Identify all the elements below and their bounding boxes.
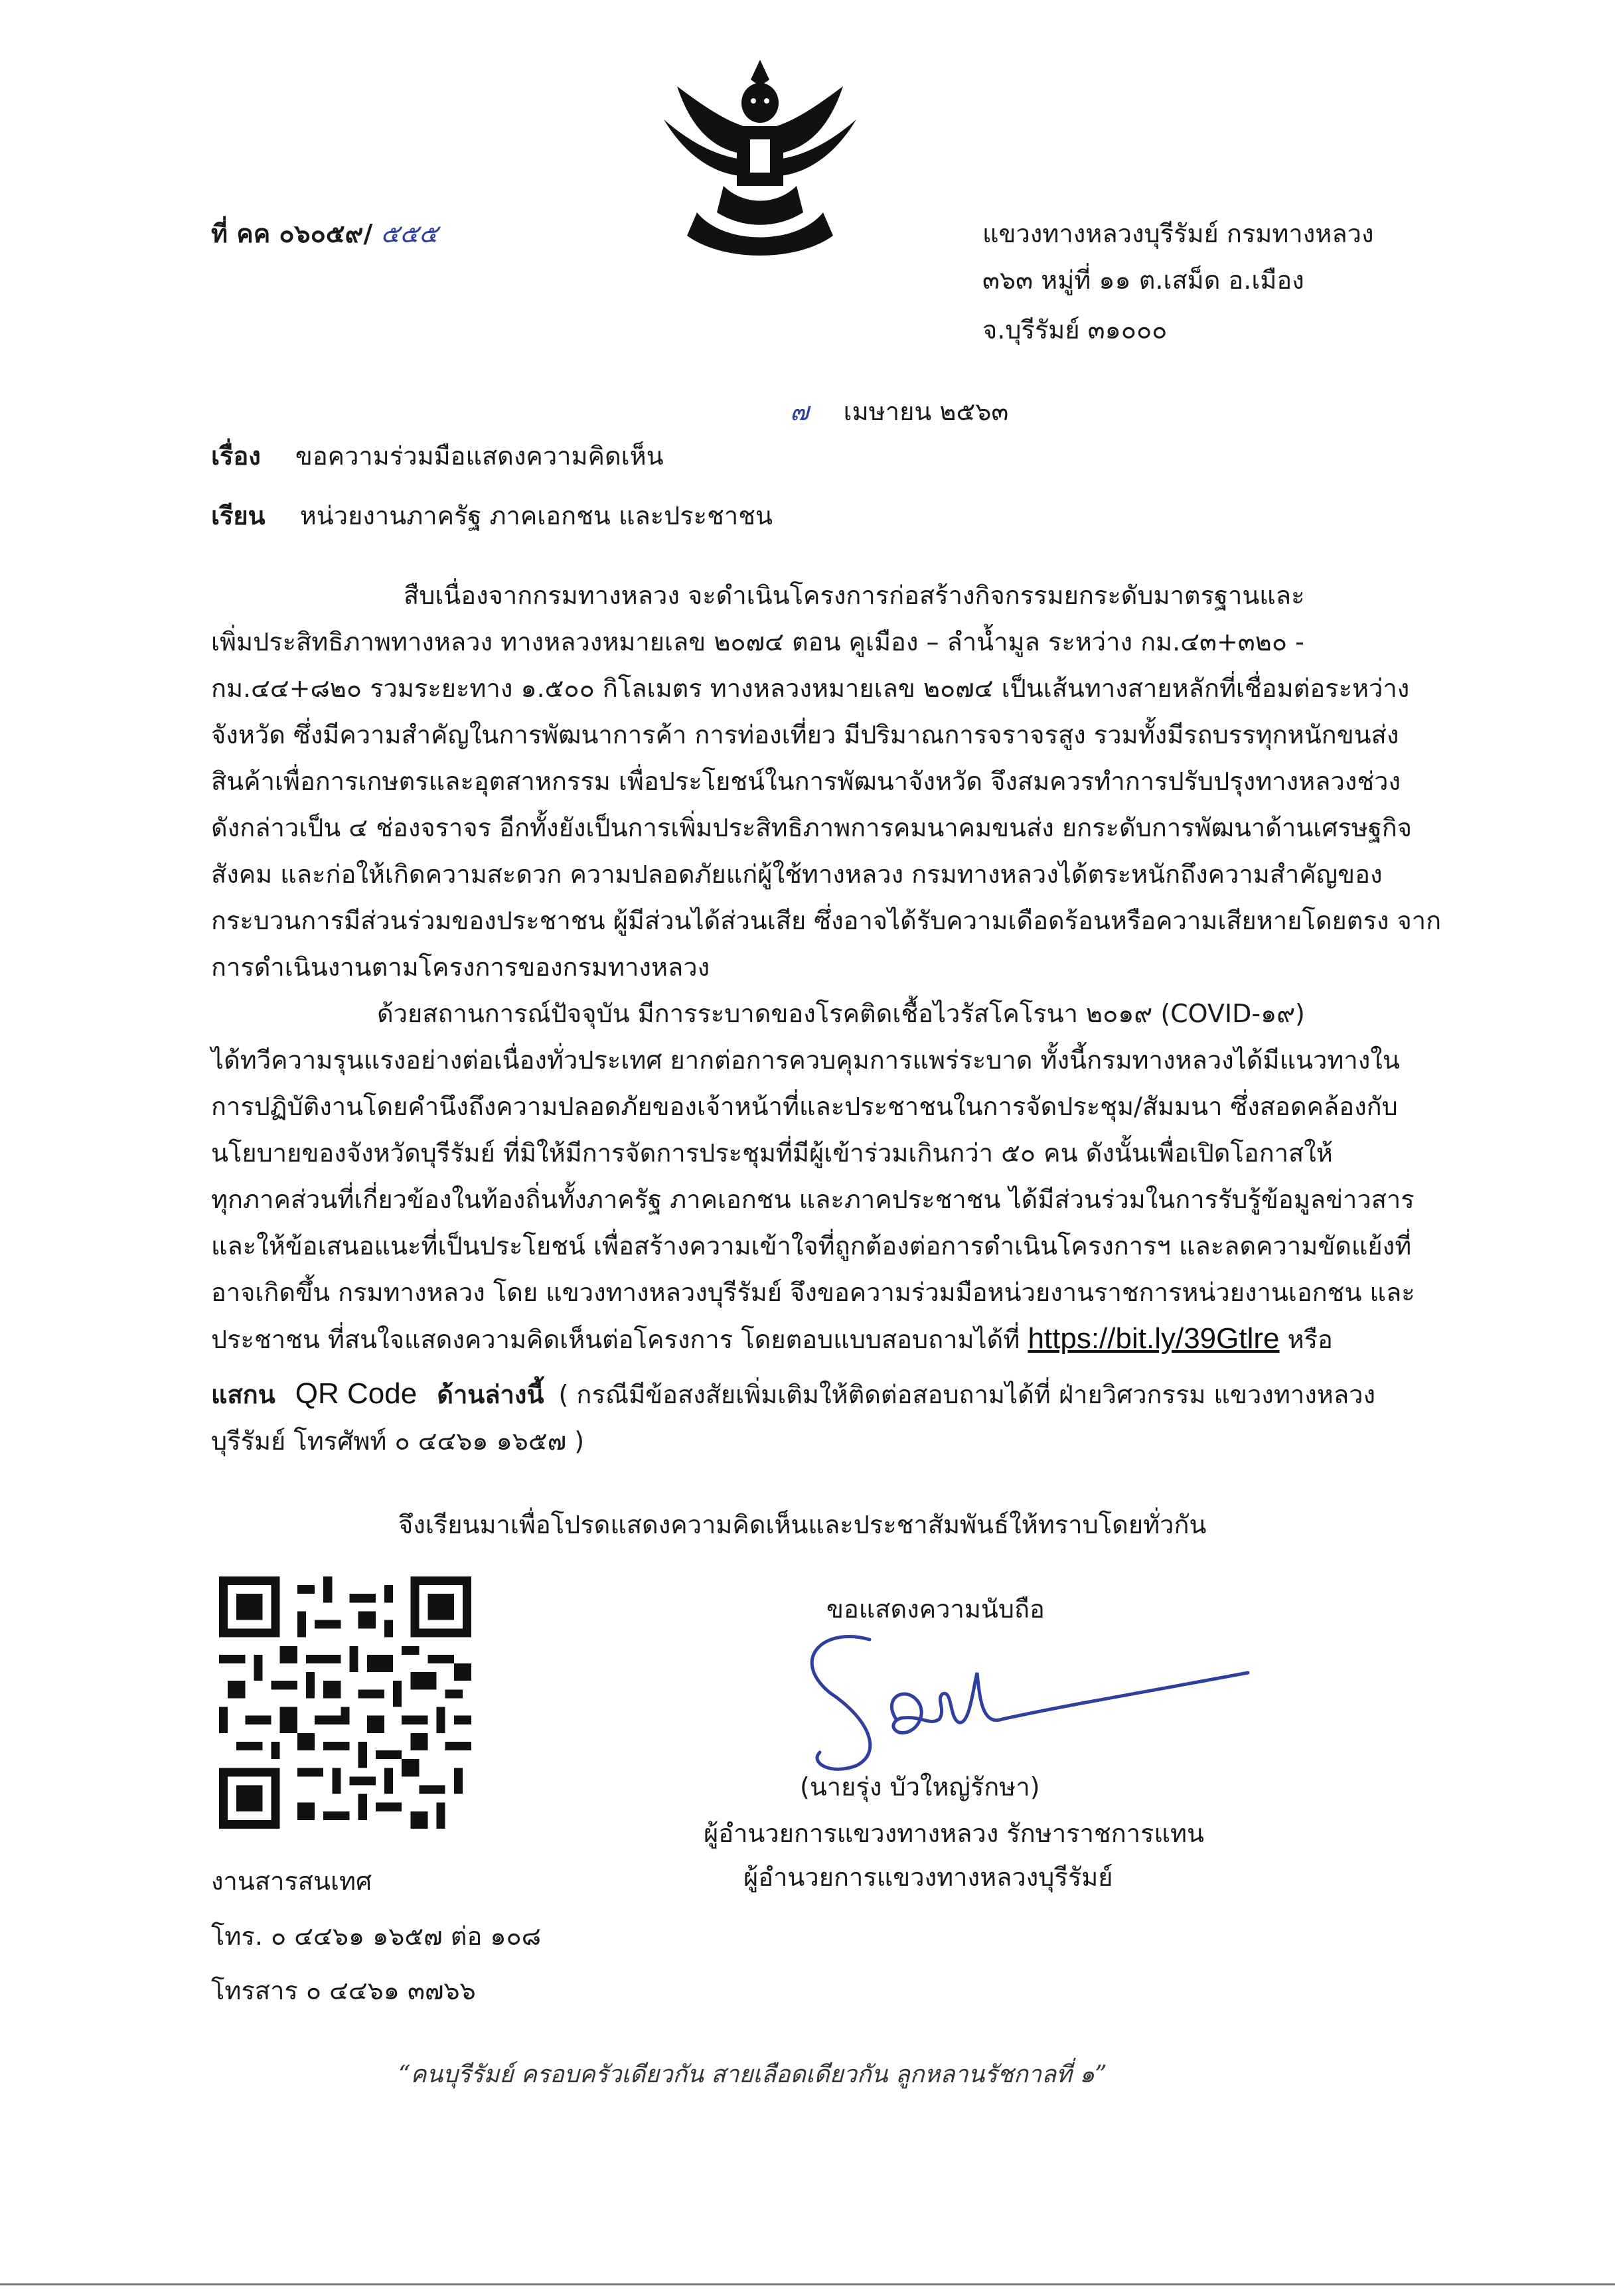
- subject-label: เรื่อง: [211, 441, 261, 471]
- paragraph-1: [211, 572, 1449, 990]
- office-address-line-2: จ.บุรีรัมย์ ๓๑๐๐๐: [982, 315, 1168, 344]
- signatory-title-line-1: ผู้อำนวยการแขวงทางหลวง รักษาราชการแทน: [704, 1819, 1204, 1848]
- contact-fax: โทรสาร ๐ ๔๔๖๑ ๓๗๖๖: [211, 1976, 476, 2005]
- recipient-text: หน่วยงานภาครัฐ ภาคเอกชน และประชาชน: [299, 501, 773, 530]
- paragraph-line: สังคม และก่อให้เกิดความสะดวก ความปลอดภัยแก่ผู้ใช้ทางหลวง กรมทางหลวงได้ตระหนักถึงความสำคัญของ: [211, 860, 1383, 889]
- office-name: แขวงทางหลวงบุรีรัมย์ กรมทางหลวง: [982, 219, 1374, 248]
- paragraph-line: กระบวนการมีส่วนร่วมของประชาชน ผู้มีส่วนได้ส่วนเสีย ซึ่งอาจได้รับความเดือดร้อนหรือความเสียหายโดยตรง จาก: [211, 906, 1442, 935]
- survey-link-prefix: ประชาชน ที่สนใจแสดงความคิดเห็นต่อโครงการ โดยตอบแบบสอบถามได้ที่: [211, 1325, 1020, 1354]
- signatory-name: (นายรุ่ง บัวใหญ่รักษา): [800, 1772, 1040, 1801]
- paragraph-line: อาจเกิดขึ้น กรมทางหลวง โดย แขวงทางหลวงบุรีรัมย์ จึงขอความร่วมมือหน่วยงานราชการหน่วยงานเอกชน และ: [211, 1278, 1415, 1307]
- signatory-title-line-2: ผู้อำนวยการแขวงทางหลวงบุรีรัมย์: [743, 1863, 1113, 1892]
- paragraph-line: สืบเนื่องจากกรมทางหลวง จะดำเนินโครงการก่อสร้างกิจกรรมยกระดับมาตรฐานและ: [404, 581, 1305, 610]
- scan-qr-line: [211, 1371, 1449, 1418]
- paragraph-line: กม.๔๔+๘๒๐ รวมระยะทาง ๑.๕๐๐ กิโลเมตร ทางหลวงหมายเลข ๒๐๗๔ เป็นเส้นทางสายหลักที่เชื่อมต่อระหว่าง: [211, 674, 1410, 703]
- scan-qr-label: QR Code: [295, 1377, 418, 1410]
- qr-code[interactable]: [219, 1576, 471, 1829]
- paragraph-line: และให้ข้อเสนอแนะที่เป็นประโยชน์ เพื่อสร้างความเข้าใจที่ถูกต้องต่อการดำเนินโครงการฯ และลดความขัดแย้งที่: [211, 1231, 1412, 1261]
- paragraph-line: จังหวัด ซึ่งมีความสำคัญในการพัฒนาการค้า การท่องเที่ยว มีปริมาณการจราจรสูง รวมทั้งมีรถบรรทุกหนักขนส่ง: [211, 720, 1399, 749]
- contact-note-line-2: บุรีรัมย์ โทรศัพท์ ๐ ๔๔๖๑ ๑๖๕๗ ): [211, 1426, 585, 1456]
- paragraph-line: ด้วยสถานการณ์ปัจจุบัน มีการระบาดของโรคติดเชื้อไวรัสโคโรนา ๒๐๑๙ (COVID-๑๙): [377, 999, 1305, 1028]
- handwritten-signature: [783, 1620, 1261, 1779]
- footer-motto: “คนบุรีรัมย์ ครอบครัวเดียวกัน สายเลือดเดียวกัน ลูกหลานรัชกาลที่ ๑”: [398, 2061, 1107, 2088]
- subject-text: ขอความร่วมมือแสดงความคิดเห็น: [295, 441, 664, 471]
- reference-label: ที่ คค ๐๖๐๕๙/: [211, 219, 373, 248]
- survey-link-line: [211, 1316, 1449, 1363]
- paragraph-line: นโยบายของจังหวัดบุรีรัมย์ ที่มิให้มีการจัดการประชุมที่มีผู้เข้าร่วมเกินกว่า ๕๐ คน ดังนั้นเพื่อเปิดโอกาสให้: [211, 1138, 1333, 1168]
- scan-suffix: ด้านล่างนี้: [437, 1380, 544, 1409]
- paragraph-line: การปฏิบัติงานโดยคำนึงถึงความปลอดภัยของเจ้าหน้าที่และประชาชนในการจัดประชุม/สัมมนา ซึ่งสอดคล้องกับ: [211, 1092, 1398, 1121]
- paragraph-2: [211, 990, 1449, 1464]
- office-address-line-1: ๓๖๓ หมู่ที่ ๑๑ ต.เสม็ด อ.เมือง: [982, 266, 1304, 295]
- scan-prefix: แสกน: [211, 1380, 275, 1409]
- closing-line: จึงเรียนมาเพื่อโปรดแสดงความคิดเห็นและประชาสัมพันธ์ให้ทราบโดยทั่วกัน: [398, 1510, 1207, 1539]
- recipient-label: เรียน: [211, 501, 266, 530]
- subject-line: [211, 441, 664, 472]
- reference-handwritten-number: ๕๕๕: [380, 219, 438, 248]
- page-edge-divider: [0, 2283, 1615, 2285]
- letter-date: [790, 397, 1008, 427]
- paragraph-line: สินค้าเพื่อการเกษตรและอุตสาหกรรม เพื่อประโยชน์ในการพัฒนาจังหวัด จึงสมควรทำการปรับปรุงทางหลวงช่วง: [211, 767, 1401, 796]
- paragraph-line: เพิ่มประสิทธิภาพทางหลวง ทางหลวงหมายเลข ๒๐๗๔ ตอน คูเมือง – ลำน้ำมูล ระหว่าง กม.๔๓+๓๒๐ -: [211, 627, 1304, 656]
- paragraph-line: ทุกภาคส่วนที่เกี่ยวข้องในท้องถิ่นทั้งภาครัฐ ภาคเอกชน และภาคประชาชน ได้มีส่วนร่วมในการรับรู้ข้อมูลข่าวสาร: [211, 1185, 1415, 1214]
- date-day-handwritten: ๗: [790, 397, 809, 426]
- recipient-line: [211, 501, 773, 532]
- survey-link-suffix: หรือ: [1287, 1325, 1333, 1354]
- paragraph-line: ได้ทวีความรุนแรงอย่างต่อเนื่องทั่วประเทศ ยากต่อการควบคุมการแพร่ระบาด ทั้งนี้กรมทางหลวงได้มีแนวทางใน: [211, 1045, 1400, 1075]
- garuda-emblem: [651, 46, 870, 266]
- reference-number: [211, 219, 438, 250]
- contact-note-line-1: ( กรณีมีข้อสงสัยเพิ่มเติมให้ติดต่อสอบถามได้ที่ ฝ่ายวิศวกรรม แขวงทางหลวง: [558, 1380, 1376, 1409]
- contact-unit: งานสารสนเทศ: [211, 1867, 372, 1896]
- date-month-year: เมษายน ๒๕๖๓: [843, 397, 1009, 426]
- survey-link[interactable]: https://bit.ly/39Gtlre: [1028, 1322, 1280, 1355]
- contact-phone: โทร. ๐ ๔๔๖๑ ๑๖๕๗ ต่อ ๑๐๘: [211, 1922, 542, 1951]
- paragraph-line: การดำเนินงานตามโครงการของกรมทางหลวง: [211, 953, 710, 982]
- salutation: ขอแสดงความนับถือ: [826, 1594, 1045, 1624]
- paragraph-line: ดังกล่าวเป็น ๔ ช่องจราจร อีกทั้งยังเป็นการเพิ่มประสิทธิภาพการคมนาคมขนส่ง ยกระดับการพัฒนาด้านเศรษฐกิจ: [211, 813, 1413, 842]
